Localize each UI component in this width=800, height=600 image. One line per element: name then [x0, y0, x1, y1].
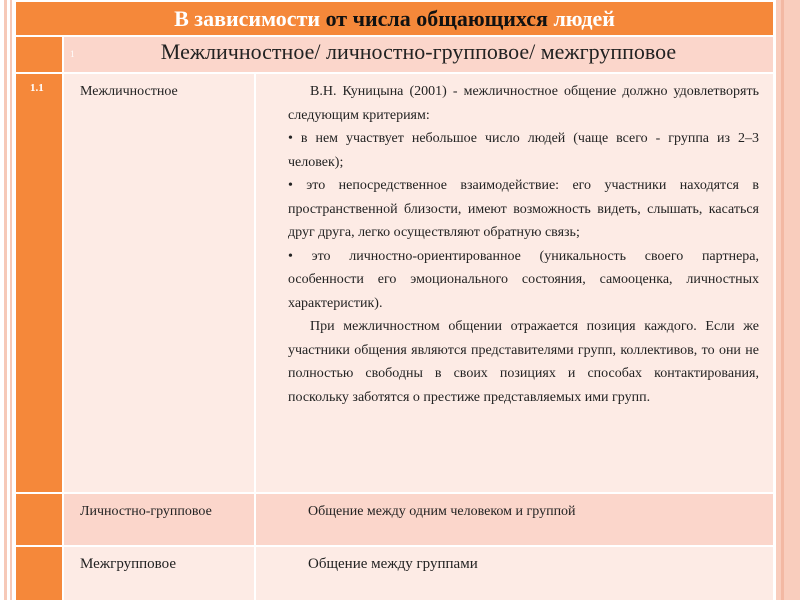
slide-frame-right-line	[781, 0, 784, 600]
subheader-row	[16, 37, 773, 72]
header-text-1: В зависимости	[174, 5, 321, 31]
row-number: 1.1	[16, 74, 64, 492]
paragraph: В.Н. Куницына (2001) - межличностное общение должно удовлетворять следующим критериям:	[288, 84, 759, 123]
row-number	[16, 494, 64, 545]
slide-frame-right	[776, 0, 800, 600]
row-type: Межличностное	[64, 74, 256, 492]
subheader-title: Межличностное/ личностно-групповое/ межгрупповое	[160, 39, 677, 64]
paragraph: • в нем участвует небольшое число людей (чаще всего - группа из 2–3 человек);	[288, 131, 759, 170]
table-row	[16, 494, 773, 545]
row-type: Личностно-групповое	[64, 494, 256, 545]
header-text-3: людей	[553, 5, 615, 31]
subheader-marker: 1	[70, 49, 75, 59]
row-type: Межгрупповое	[64, 547, 256, 600]
slide-frame-left-inner	[10, 0, 12, 600]
paragraph: При межличностном общении отражается позиция каждого. Если же участники общения являются представителями групп, коллективов, то они не полностью свободны в своих позициях и способах контактирования, поскольку заботятся о престиже представляемых ими групп.	[288, 319, 759, 405]
paragraph: • это личностно-ориентированное (уникальность своего партнера, особенности его эмоционального состояния, самооценка, личностных характеристик).	[288, 248, 759, 311]
subheader-cell	[64, 37, 773, 72]
row-number-cell	[16, 37, 64, 72]
table-row	[16, 547, 773, 600]
table-row	[16, 74, 773, 492]
slide-frame-left	[4, 0, 7, 600]
classification-table	[16, 0, 773, 600]
header-text-2: от числа общающихся	[325, 5, 548, 31]
row-description: Общение между одним человеком и группой	[308, 504, 576, 519]
table-header	[16, 2, 773, 35]
paragraph: • это непосредственное взаимодействие: его участники находятся в пространственной близости, имеют возможность видеть, слышать, касаться друг друга, легко осуществляют обратную связь;	[288, 178, 759, 240]
row-number	[16, 547, 64, 600]
row-description	[256, 74, 773, 492]
row-description: Общение между группами	[308, 556, 478, 572]
